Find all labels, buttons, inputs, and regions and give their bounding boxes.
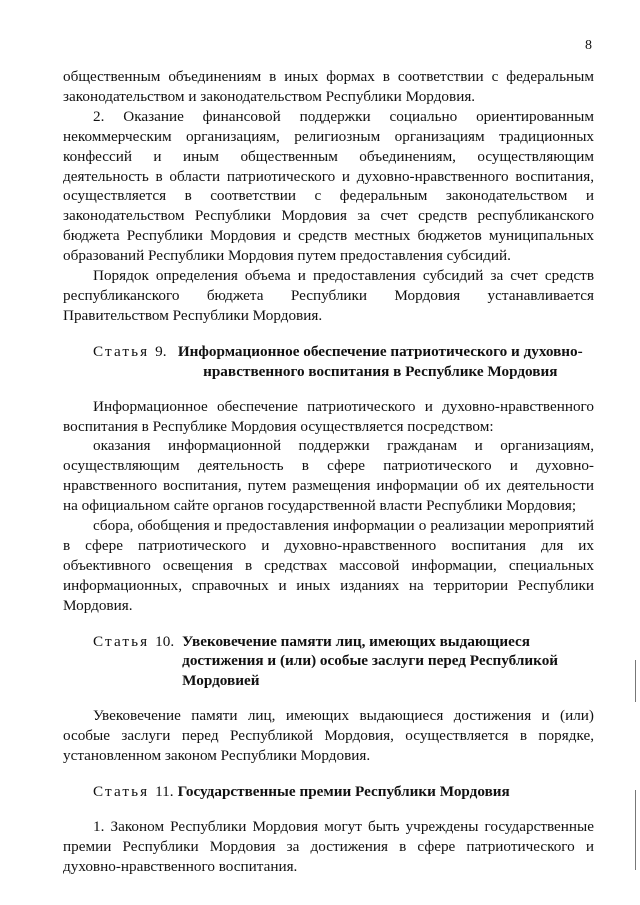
article-title: Государственные премии Республики Мордовия [177, 783, 510, 800]
article-title: Увековечение памяти лиц, имеющих выдающиеся достижения и (или) особые заслуги перед Республикой Мордовией [182, 632, 559, 690]
article-heading-11 [63, 782, 594, 802]
article-word: Статья [93, 342, 150, 360]
article-number: 11. [155, 783, 174, 800]
article-word: Статья [93, 783, 150, 800]
article-label [93, 342, 171, 382]
scan-edge-mark [635, 660, 636, 702]
paragraph: Информационное обеспечение патриотического и духовно-нравственного воспитания в Республике Мордовия осуществляется посредством: [63, 397, 594, 435]
article-heading-10 [63, 632, 594, 692]
paragraph: Порядок определения объема и предоставления субсидий за счет средств республиканского бюджета Республики Мордовия устанавливается Правительством Республики Мордовия. [63, 267, 594, 324]
document-body [63, 67, 594, 877]
paragraph: сбора, обобщения и предоставления информации о реализации мероприятий в сфере патриотического и духовно-нравственного воспитания для их объективного освещения в средствах массовой информации, специальных информационных, справочных и иных изданиях на территории Республики Мордовия. [63, 517, 594, 614]
paragraph: 1. Законом Республики Мордовия могут быть учреждены государственные премии Республики Мордовия за достижения в сфере патриотического и духовно-нравственного воспитания. [63, 817, 594, 875]
paragraph: общественным объединениям в иных формах в соответствии с федеральным законодательством и законодательством Республики Мордовия. [63, 68, 594, 105]
article-number: 10. [155, 632, 175, 650]
paragraph: Увековечение памяти лиц, имеющих выдающиеся достижения и (или) особые заслуги перед Республикой Мордовия, осуществляется в порядке, установленном законом Республики Мордовия. [63, 707, 594, 765]
article-title: Информационное обеспечение патриотического и духовно-нравственного воспитания в Республике Мордовия [177, 342, 583, 380]
article-word: Статья [93, 632, 150, 650]
paragraph: оказания информационной поддержки гражданам и организациям, осуществляющим деятельность в сфере патриотического и духовно-нравственного воспитания, путем размещения информации об их деятельности на официальном сайте органов государственной власти Республики Мордовия; [63, 437, 594, 515]
page-number: 8 [585, 38, 592, 53]
scan-edge-mark [635, 790, 636, 870]
article-heading-9 [63, 342, 594, 382]
article-label [93, 632, 178, 692]
paragraph: 2. Оказание финансовой поддержки социально ориентированным некоммерческим организациям, религиозным организациям традиционных конфессий и иным общественным объединениям, осуществляющим деятельность в области патриотического и духовно-нравственного воспитания, осуществляется в соответствии с федеральным законодательством и законодательством Республики Мордовия за счет средств республиканского бюджета Республики Мордовия и средств местных бюджетов муниципальных образований Республики Мордовия путем предоставления субсидий. [63, 107, 594, 265]
article-number: 9. [155, 342, 167, 360]
article-label [93, 782, 178, 802]
